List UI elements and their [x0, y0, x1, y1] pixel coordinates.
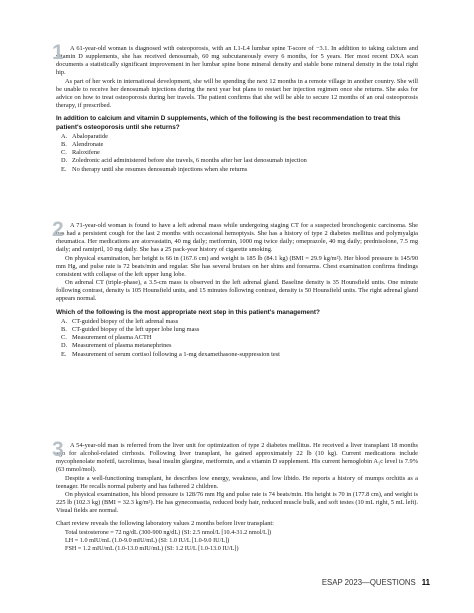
case-paragraph: On physical examination, her height is 66 in (167.6 cm) and weight is 185 lb (84.1 kg) (BMI = 29.9 kg/m²). Her blood pressure is 145/90 mm Hg, and pulse rate is 72 beats/min and regular. She has several bruises on her shins and forearms. Chest examination confirms findings consistent with collapse of the left upper lung lobe. [56, 254, 418, 278]
case-paragraph: A 61-year-old woman is diagnosed with osteoporosis, with an L1-L4 lumbar spine T-score of −3.1. In addition to taking calcium and vitamin D supplements, she has received denosumab, 60 mg subcutaneously every 6 months, for 5 years. Her most recent DXA scan documents a statistically significant improvement in her lumbar spine bone mineral density and stable bone mineral density in the total right hip. [56, 45, 418, 77]
chart-review-text: Chart review reveals the following laboratory values 2 months before liver transplant: [56, 520, 274, 528]
case-paragraph: A 71-year-old woman is found to have a left adrenal mass while undergoing staging CT for a suspected bronchogenic carcinoma. She has had a persistent cough for the last 2 months with occasional hemoptysis. She has a history of type 2 diabetes mellitus and polymyalgia rheumatica. Her medications are atorvastatin, 40 mg daily; metformin, 1000 mg twice daily; omeprazole, 40 mg daily; prednisolone, 7.5 mg daily; and ramipril, 10 mg daily. She has a 25 pack-year history of cigarette smoking. [56, 222, 418, 254]
lab-value: LH = 1.0 mIU/mL (1.0-9.0 mIU/mL) (SI: 1.0 IU/L [1.0-9.0 IU/L]) [65, 536, 230, 544]
case-paragraph: On adrenal CT (triple-phase), a 3.5-cm mass is observed in the left adrenal gland. Baseline density is 35 Hounsfield units. One minute following contrast, density is 105 Hounsfield units, and 15 minutes following contrast, density is 50 Hounsfield units. The right adrenal gland appears normal. [56, 279, 418, 303]
case-paragraph: A 54-year-old man is referred from the liver unit for optimization of type 2 diabetes mellitus. He received a liver transplant 18 months ago for alcohol-related cirrhosis. Following liver transplant, he gained approximately 22 lb (10 kg). Current medications include mycophenolate mofetil, tacrolimus, basal insulin glargine, metformin, and a vitamin D supplement. His current hemoglobin A₁c level is 7.9% (63 mmol/mol). [56, 442, 418, 474]
page-number: 11 [421, 578, 430, 587]
lab-value: Total testosterone = 72 ng/dL (300-900 ng/dL) (SI: 2.5 nmol/L [10.4-31.2 nmol/L]) [65, 528, 272, 536]
answer-option[interactable]: A. CT-guided biopsy of the left adrenal mass [61, 317, 179, 325]
answer-option[interactable]: D. Zoledronic acid administered before she travels, 6 months after her last denosumab injection [61, 157, 307, 165]
answer-option[interactable]: E. No therapy until she resumes denosumab injections when she returns [61, 165, 248, 173]
question-3 [52, 438, 418, 553]
question-1 [52, 41, 418, 174]
question-number: 2 [52, 218, 64, 241]
page-footer [310, 578, 430, 587]
lab-value: FSH = 1.2 mIU/mL (1.0-13.0 mIU/mL) (SI: 1.2 IU/L [1.0-13.0 IU/L]) [65, 544, 239, 552]
question-number: 3 [52, 438, 64, 461]
answer-option[interactable]: A. Abaloparatide [61, 132, 108, 140]
footer-title: ESAP 2023—QUESTIONS [321, 578, 416, 587]
question-number: 1 [52, 41, 64, 64]
answer-option[interactable]: D. Measurement of plasma metanephrines [61, 342, 172, 350]
case-paragraph: Despite a well-functioning transplant, he describes low energy, weakness, and low libido. He reports a history of mumps orchitis as a teenager. He recalls normal puberty and has fathered 2 children. [56, 474, 418, 490]
question-2 [52, 218, 418, 359]
question-stem: In addition to calcium and vitamin D supplements, which of the following is the best recommendation to treat this patient's osteoporosis until she returns? [56, 115, 401, 131]
answer-option[interactable]: B. CT-guided biopsy of the left upper lobe lung mass [61, 326, 200, 334]
answer-option[interactable]: C. Raloxifene [61, 149, 100, 157]
case-paragraph: As part of her work in international development, she will be spending the next 12 months in a remote village in another country. She will be unable to receive her denosumab injections during the next year but plans to restart her injection regimen once she returns. She asks for advice on how to treat osteoporosis during her travels. The patient confirms that she will be able to secure 12 months of an oral osteoporosis therapy, if prescribed. [56, 77, 418, 110]
question-stem: Which of the following is the most appropriate next step in this patient's management? [56, 308, 320, 316]
answer-option[interactable]: E. Measurement of serum cortisol following a 1-mg dexamethasone-suppression test [61, 350, 280, 358]
case-paragraph: On physical examination, his blood pressure is 128/76 mm Hg and pulse rate is 74 beats/min. His height is 70 in (177.8 cm), and weight is 225 lb (102.3 kg) (BMI = 32.3 kg/m²). He has gynecomastia, reduced body hair, reduced muscle bulk, and soft testes (10 mL right, 5 mL left). Visual fields are normal. [56, 490, 418, 515]
answer-option[interactable]: B. Alendronate [61, 141, 104, 149]
answer-option[interactable]: C. Measurement of plasma ACTH [61, 334, 152, 342]
